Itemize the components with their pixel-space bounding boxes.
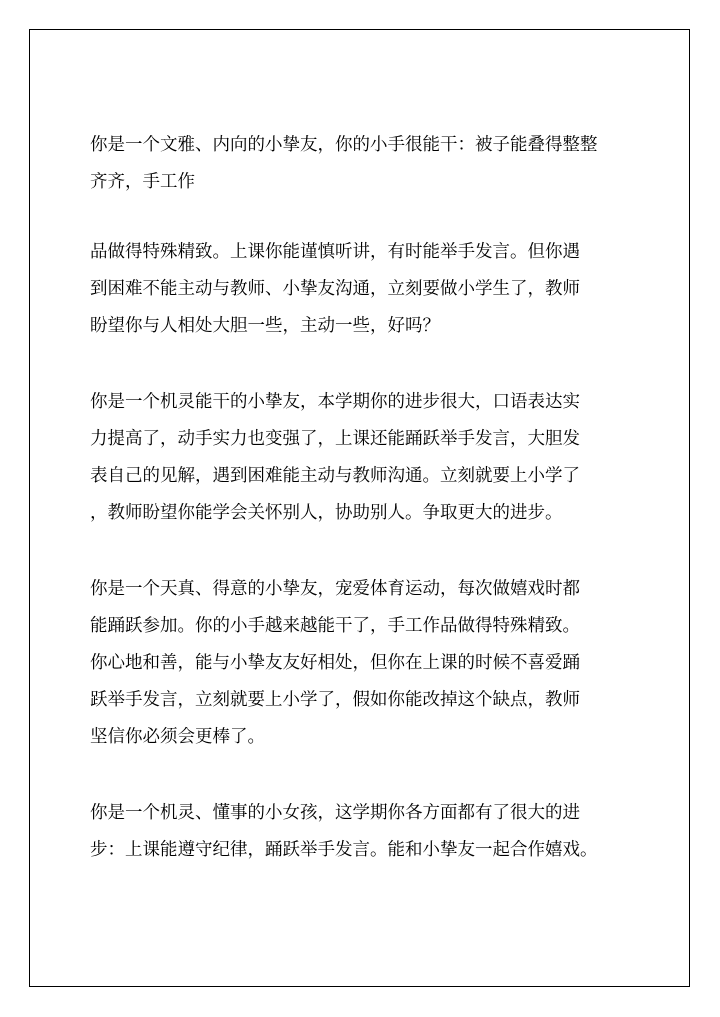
text-line: 你是一个文雅、内向的小挚友，你的小手很能干：被子能叠得整整 xyxy=(90,135,598,155)
paragraph-spacer xyxy=(90,756,650,795)
paragraph-1 xyxy=(90,127,650,201)
text-line: ，教师盼望你能学会关怀别人，协助别人。争取更大的进步。 xyxy=(90,503,563,523)
text-line: 盼望你与人相处大胆一些，主动一些，好吗？ xyxy=(90,316,440,336)
text-line: 能踊跃参加。你的小手越来越能干了，手工作品做得特殊精致。 xyxy=(90,616,580,636)
text-line: 品做得特殊精致。上课你能谨慎听讲，有时能举手发言。但你遇 xyxy=(90,242,580,262)
paragraph-2 xyxy=(90,234,650,345)
paragraph-3 xyxy=(90,384,650,532)
paragraph-4 xyxy=(90,571,650,756)
text-line: 坚信你必须会更棒了。 xyxy=(90,727,265,747)
paragraph-5 xyxy=(90,795,650,869)
text-line: 跃举手发言，立刻就要上小学了，假如你能改掉这个缺点，教师 xyxy=(90,690,580,710)
text-line: 到困难不能主动与教师、小挚友沟通，立刻要做小学生了，教师 xyxy=(90,279,580,299)
paragraph-spacer xyxy=(90,345,650,384)
text-line: 力提高了，动手实力也变强了，上课还能踊跃举手发言，大胆发 xyxy=(90,429,580,449)
text-line: 齐齐，手工作 xyxy=(90,172,195,192)
text-line: 你是一个天真、得意的小挚友，宠爱体育运动，每次做嬉戏时都 xyxy=(90,579,580,599)
text-line: 你是一个机灵能干的小挚友，本学期你的进步很大，口语表达实 xyxy=(90,392,580,412)
paragraph-spacer xyxy=(90,532,650,571)
paragraph-spacer xyxy=(90,201,650,234)
text-line: 你心地和善，能与小挚友友好相处，但你在上课的时候不喜爱踊 xyxy=(90,653,580,673)
text-line: 表自己的见解，遇到困难能主动与教师沟通。立刻就要上小学了 xyxy=(90,466,580,486)
text-line: 你是一个机灵、懂事的小女孩，这学期你各方面都有了很大的进 xyxy=(90,803,580,823)
document-body xyxy=(90,127,650,869)
text-line: 步：上课能遵守纪律，踊跃举手发言。能和小挚友一起合作嬉戏。 xyxy=(90,840,598,860)
